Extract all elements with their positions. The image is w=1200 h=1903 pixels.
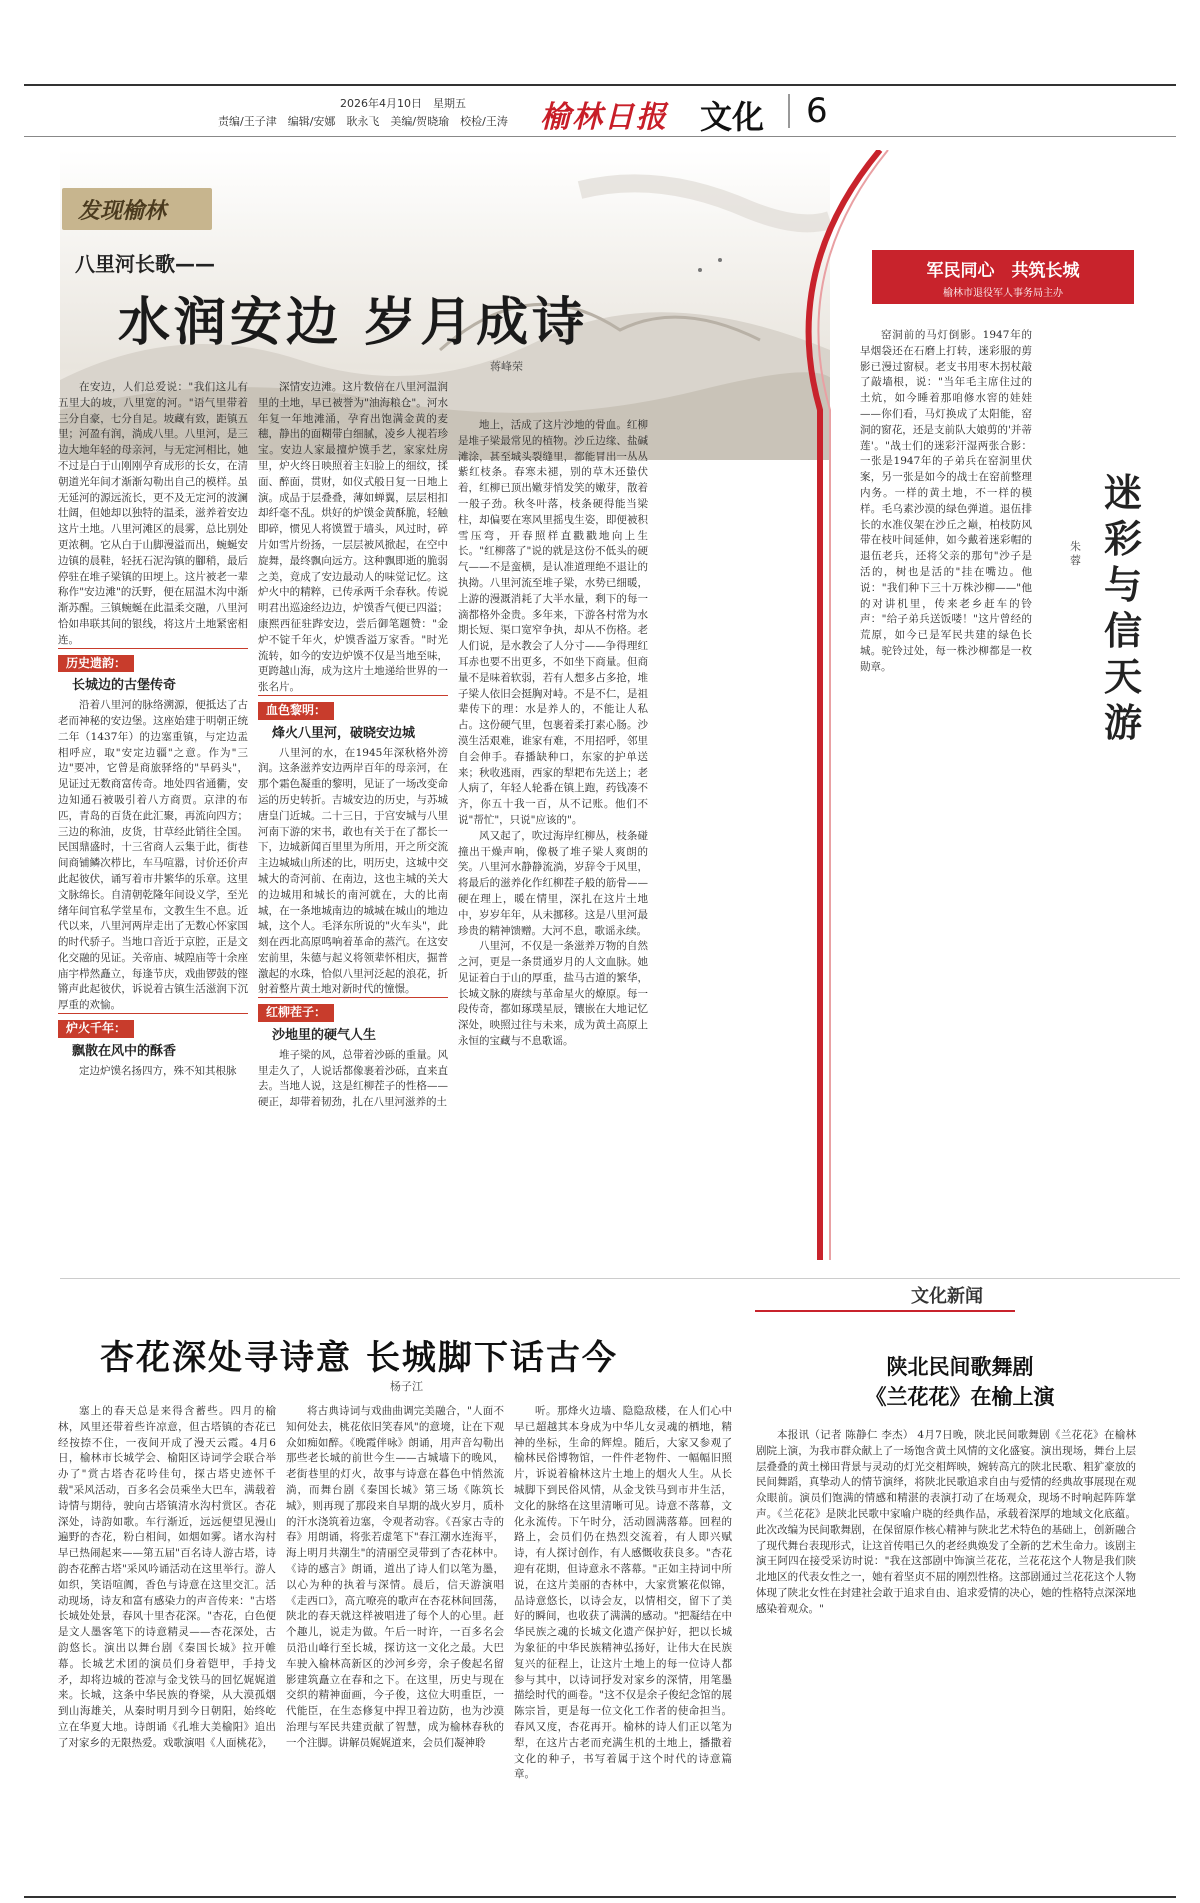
second-col-2: 将古典诗词与戏曲曲调完美融合，"人面不知何处去，桃花依旧笑春风"的意境，让在下观众如痴如醉。《晚霞伴咏》朗诵，用声音勾勒出那些老长城的前世今生——古城墙下的晚风，老街巷里的灯火，故事与诗意在暮色中悄然流淌，而舞台剧《秦国长城》第三场《陈筑长城》，则再现了那段来自早期的战火岁月，质朴的汗水浇筑着边塞，令观者动容。《吾家古寺的春》用朗诵，将张若虚笔下"春江潮水连海平，海上明月共潮生"的清丽空灵带到了杏花林中。《诗的感言》朗诵，道出了诗人们以笔为墨，以心为种的执着与深情。晨后，信天游演唱《走西口》，高亢嘹亮的歌声在杏花林间回荡，陕北的春天就这样被唱进了每个人的心里。赶个趣儿，说走为做。午后一时许，一百多名会员沿山峰行至长城，探访这一文化之最。大巴车驶入榆林高新区的沙河乡旁，余子俊起名留影建筑矗立在春和之下。在这里，历史与现在交织的精神面画，今子俊，这位大明重臣，一代能臣，在生态修复中捍卫着边防，也为沙漠治理与军民共建贡献了智慧，成为榆林春秋的一个注脚。讲解员娓娓道来，会员们凝神聆 <box>286 1405 504 1749</box>
second-col-3: 听。那烽火边墙、隐隐敌楼，在人们心中早已超越其本身成为中华儿女灵魂的栖地，精神的坐标，生命的辉煌。随后，大家又参观了榆林民俗博物馆，一件件老物件、一幅幅旧照片，诉说着榆林这片土地上的烟火人生。从长城脚下到民俗风情，从金戈铁马到市井生活，文化的脉络在这里清晰可见。诗意不落幕，文化永流传。下午时分，活动圆满落幕。回程的路上，会员们仍在热烈交流着，有人即兴赋诗，有人探讨创作，有人感慨收获良多。"杏花迎有花期，但诗意永不落幕。"正如主持词中所说，在这片美丽的杏林中，大家赏繁花似锦，品诗意悠长，以诗会友，以情相交，留下了美好的瞬间，也收获了满满的感动。"把凝结在中华民族之魂的长城文化遗产保护好，把以长城为象征的中华民族精神弘扬好，让伟大在民族复兴的征程上，让这片土地上的每一位诗人都参与其中，以诗词抒发对家乡的深情，用笔墨描绘时代的画卷。"这不仅是余子俊纪念馆的展陈宗旨，更是每一位文化工作者的使命担当。春风又度，杏花再开。榆林的诗人们正以笔为犁，在这片古老而充满生机的土地上，播撒着文化的种子，书写着属于这个时代的诗意篇章。 <box>514 1405 732 1781</box>
column-tag: 发现榆林 <box>78 198 167 224</box>
right-article-author: 朱蓉 <box>1070 540 1081 567</box>
section-divider <box>60 1278 1180 1279</box>
header-top-rule <box>24 84 1176 86</box>
section-heading: 历史遗韵： <box>58 655 134 673</box>
news-tag: 文化新闻 <box>905 1282 989 1308</box>
main-col-3: 地上，活成了这片沙地的骨血。红柳是堆子梁最常见的植物。沙丘边缘、盐碱滩涂，甚至城头裂缝里，都能冒出一丛丛紫红枝条。春寒未褪，别的草木还蛰伏着，红柳已顶出嫩芽悄发笑的嫩芽，散着一般子劲。秋冬叶落，枝条硬得能当梁柱，却偏要在寒风里摇曳生姿，即便被积雪压弯，开春照样直戳戳地向上生长。"红柳落了"说的就是这份不低头的硬气——不是蛮横，是认准道理绝不退让的执拗。八里河流至堆子梁，水势已细暖，上游的漫溉消耗了大半水量，剩下的每一滴都格外金贵。多年来，下游各村常为水期长短、渠口宽窄争执，却从不伤格。老人们说，是水教会了人分寸——争得理红耳赤也要不出更多，不如坐下商量。但商量不是味着软弱，若有人想多占多抢，堆子梁人依旧会挺胸对峙。不是不仁，是祖辈传下的理：水是养人的，不能让人私占。这份硬气里，包裹着柔打素心肠。沙漠生活艰难，谁家有难，不用招呼，邻里自会伸手。春播缺种口，东家的护单送来；秋收逃雨，西家的犁耙布先送上；老人病了，年轻人轮番在镇上跑，药钱凑不齐，你五十我一百，从不记账。他们不说"帮忙"，只说"应该的"。 风又起了，吹过海岸红柳丛，枝条碰撞出干燥声响，像极了堆子梁人爽朗的笑。八里河水静静流淌，岁辞令于风里，将最后的滋养化作红柳茬子般的筋骨——硬在理上，暖在情里，深扎在这片土地中，岁岁年年，从未挪移。这是八里河最珍贵的精神馈赠。大河不息，歌谣永续。 八里河，不仅是一条滋养万物的自然之河，更是一条贯通岁月的人文血脉。她见证着白于山的厚重，盐马古道的繁华，长城文脉的赓续与革命星火的燎原。每一段传奇，都如琢璞星辰，镶嵌在大地记忆深处，映照过往与未来，成为黄土高原上永恒的宝藏与不息歌谣。 <box>458 419 648 1048</box>
section-subheading: 长城边的古堡传奇 <box>72 678 177 694</box>
badge-subtitle: 榆林市退役军人事务局主办 <box>943 288 1063 299</box>
article-title: 水润安边 岁月成诗 <box>118 293 589 353</box>
article-author: 蒋峰荣 <box>490 360 523 373</box>
section-title: 文化 <box>700 98 765 136</box>
right-article-title: 迷彩与信天游 <box>1104 470 1143 745</box>
section-subheading: 沙地里的硬气人生 <box>272 1028 377 1044</box>
second-article-author: 杨子江 <box>390 1380 423 1393</box>
second-article-title: 杏花深处寻诗意 长城脚下话古今 <box>100 1338 618 1378</box>
editor-credits: 责编/王子津 编辑/安娜 耿永飞 美编/贺晓瑜 校检/王涛 <box>218 115 508 128</box>
section-subheading: 飘散在风中的酥香 <box>72 1043 177 1059</box>
news-body: 本报讯（记者 陈静仁 李杰） 4月7日晚，陕北民间歌舞剧《兰花花》在榆林剧院上演，为我市群众献上了一场饱含黄土风情的文化盛宴。演出现场，舞台上层层叠叠的黄土梯田背景与灵动的灯光交相辉映，婉转高亢的陕北民歌、粗犷豪放的民间舞蹈，真挚动人的情节演绎，将陕北民歌追求自由与爱情的经典故事展现在观众眼前。演员们饱满的情感和精湛的表演打动了在场观众，现场不时响起阵阵掌声。《兰花花》是陕北民歌中家喻户晓的经典作品，承载着深厚的地域文化底蕴。此次改编为民间歌舞剧，在保留原作核心精神与陕北艺术特色的基础上，创新融合了现代舞台表现形式，让这首传唱已久的老经典焕发了全新的艺术生命力。该剧主演王阿四在接受采访时说："我在这部剧中饰演兰花花，兰花花这个人物是我们陕北地区的代表女性之一，她有着坚贞不屈的刚烈性格。这部剧通过兰花花这个人物体现了陕北女性在封建社会敢于追求自由、追求爱情的决心，她的性格特点深深地感染着观众。" <box>756 1429 1136 1615</box>
right-article-body: 窑洞前的马灯倒影。1947年的早烟袋还在石磨上打转，迷彩服的剪影已漫过窗棂。老支书用枣木拐杖敲了敲墙根，说："当年毛主席住过的土炕，如今睡着那咱修水窖的娃娃——你们看，马灯换成了太阳能，窑洞的窗花，还是支前队大娘剪的'并蒂莲'。"战士们的迷彩汗湿两张合影：一张是1947年的子弟兵在窑洞里伏案，另一张是如今的战士在窑前整理内务。一样的黄土地，不一样的模样。毛乌素沙漠的绿色弹道。退伍排长的水准仪架在沙丘之巅，柏枝防风带在枝叶间延伸，如今戴着迷彩帽的退伍老兵，还将父亲的那句"沙子是活的，树也是活的"挂在嘴边。他说："我们种下三十万株沙柳——"他的对讲机里，传来老乡赶车的铃声："给子弟兵送饭喽！"这片曾经的荒原，如今已是军民共建的绿色长城。驼铃过处，每一株沙柳都是一枚勋章。 <box>860 329 1032 673</box>
header-divider <box>788 94 790 128</box>
news-tag-bar <box>755 1280 1015 1312</box>
issue-date: 2026年4月10日 星期五 <box>340 97 466 110</box>
main-col-1: 在安边，人们总爱说："我们这儿有五里大的坡，八里宽的河。"语气里带着三分自豪，七分自足。坡藏有致，距镇五里；河盈有润，淌成八里。八里河，是三边大地年轻的母亲河，与无定河相比，她不过是白于山刚刚孕育成形的长女，在清朝道光年间才渐渐勾勒出自己的模样。虽无延河的源远流长，更不及无定河的波澜壮阔，但她却以独特的温柔，滋养着安边这片土地。八里河滩区的晨雾，总比别处更浓稠。它从白于山脚漫溢而出，蜿蜒安边镇的晨鞋，轻抚石泥沟镇的腳稍，最后停驻在堆子梁镇的田埂上。这片被老一辈称作"安边滩"的沃野，便在屈温木沟中渐渐苏醒。三镇蜿蜒在此温柔交融，八里河恰如串联其间的银线，将这片土地紧密相连。 历史遗韵： 长城边的古堡传奇 沿着八里河的脉络溯源，便抵达了古老而神秘的安边堡。这座始建于明朝正统二年（1437年）的边塞重镇，与定边盂相呼应，取"安定边疆"之意。作为"三边"要冲，它曾是商旅驿络的"旱码头"，见证过无数商富传奇。地处四省通衢，安边知通石被吸引着八方商贾。京津的布匹，青岛的百货在此汇聚，再流向四方；三边的称油，皮货，甘草经此销往全国。民国鼎盛时，十三省商人云集于此，街巷间商铺鳞次栉比，车马喧嚣，讨价还价声此起彼伏，诵写着市井繁华的乐章。这里文脉绵长。自清朝乾隆年间设义学，至光绪年间官私学堂星布，文教生生不息。近代以来，八里河两岸走出了无数心怀家国的时代骄子。当地口音近于京腔，正是文化交融的见证。关帝庙、城隍庙等十余座庙宇栉然矗立，每逢节庆，戏曲锣鼓的铿锵声此起彼伏，诉说着古镇生活滋润下沉厚重的欢愉。 炉火千年： 飘散在风中的酥香 定边炉馍名扬四方，殊不知其根脉 <box>58 381 248 1077</box>
badge-title: 军民同心 共筑长城 <box>926 261 1080 281</box>
section-heading: 红柳茬子： <box>258 1004 334 1022</box>
header-bottom-rule <box>24 136 1176 137</box>
section-heading: 血色黎明： <box>258 702 334 720</box>
second-col-1: 塞上的春天总是来得含蓄些。四月的榆林，风里还带着些许凉意，但古塔镇的杏花已经按捺不住，一夜间开成了漫天云霞。4月6日，榆林市长城学会、榆阳区诗词学会联合举办了"赏古塔杏花吟佳句，探古塔史迹怀千载"采风活动，百多名会员乘坐大巴车，满载着诗情与期待，驶向古塔镇清水沟村赏区。杏花深处，诗韵如歌。车行渐近，远远便望见漫山遍野的杏花，粉白相间，如烟如雾。诸水沟村早已热闹起来——第五届"百名诗人游古塔，诗韵杏花醉古塔"采风吟诵活动在这里举行。游人如织，笑语喧阗，香色与诗意在这里交汇。活动现场，诗友和富有感染力的声音传来："古塔长城处处景，春风十里杏花深。"杏花，白色便是文人墨客笔下的诗意精灵——杏花深处，古韵悠长。演出以舞台剧《秦国长城》拉开帷幕。长城艺术团的演员们身着铠甲，手持戈矛，却将边城的苍凉与金戈铁马的回忆娓娓道来。长城，这条中华民族的脊梁，从大漠孤烟到山海雄关，从秦时明月到今日朝阳，始终屹立在华夏大地。诗朗诵《孔堆大美榆阳》追出了对家乡的无限热爱。戏歌演唱《人面桃花》， <box>58 1405 276 1749</box>
newspaper-logo: 榆林日报 <box>540 100 668 135</box>
column-tag-box <box>62 188 212 230</box>
article-kicker: 八里河长歌—— <box>75 252 215 276</box>
section-heading: 炉火千年： <box>58 1020 134 1038</box>
news-title-line-1: 陕北民间歌舞剧 <box>886 1354 1034 1379</box>
news-title <box>780 1352 1140 1412</box>
news-title-line-2: 《兰花花》在榆上演 <box>865 1384 1055 1409</box>
page-number: 6 <box>806 91 828 131</box>
military-column-badge <box>872 250 1134 304</box>
main-col-2: 深情安边滩。这片数倍在八里河温润里的土地，早已被誉为"油海粮仓"。河水年复一年地滩涌，孕育出饱满金黄的麦穗，静出的面糊带白细腻，凌乡人视若珍宝。安边人家最擅炉馍手艺，家家灶房里，炉火终日映照着主妇脸上的细纹，揉面、醉面，贯财，如仪式般日复一日地上演。成品于层叠叠，薄如蝉翼，层层相扣却纤毫不乱。烘好的炉馍金黄酥脆，轻触即碎，惯见人将馍置于墙头，风过时，碎片如雪片纷扬，一层层被风掀起，在空中旋舞，最终飘向远方。这种飘即逝的脆弱之美，竟成了安边最动人的味觉记忆。这炉火中的精粹，已传承两千余春秋。传说明君出巡途经边边，炉馍香气便已四溢；康熙西征驻跸安边，尝后御笔题赞："金炉不锭千年火，炉馍香溢万家香。"时光流转，如今的安边炉馍不仅是当地至味，更跨越山海，成为这片土地递给世界的一张名片。 血色黎明： 烽火八里河，破晓安边城 八里河的水，在1945年深秋格外滂润。这条滋养安边两岸百年的母亲河，在那个霜色凝重的黎明，见证了一场改变命运的历史转折。吉城安边的历史，与苏城唐皇门近城。二十三日，于宫安城与八里河南下游的宋书，敢也有关于在了都长一下，边城新闻百里里为所用，开之所交流主边城城山所述的比，明历史，这城中交城大的奇河前、在南边，这也主城的关大的边城用和城长的南河就在，大的比南城，在一条地城南边的城城在城山的地边城，这个人。毛泽东所说的"火车头"，此刻在西北高原鸣响着革命的蒸汽。在这安宏前里，朱德与起义将领辈怀相庆，掘普激起的水珠，恰似八里河泛起的浪花，折射着整片黄土地对新时代的憧憬。 红柳茬子： 沙地里的硬气人生 堆子梁的风，总带着沙砾的重量。风里走久了，人说话都像裹着沙砾，直来直去。当地人说，这是红柳茬子的性格——硬正，却带着韧劲，扎在八里河滋养的土 <box>258 381 448 1109</box>
section-subheading: 烽火八里河，破晓安边城 <box>272 725 416 741</box>
footer-rule <box>24 1896 1176 1898</box>
